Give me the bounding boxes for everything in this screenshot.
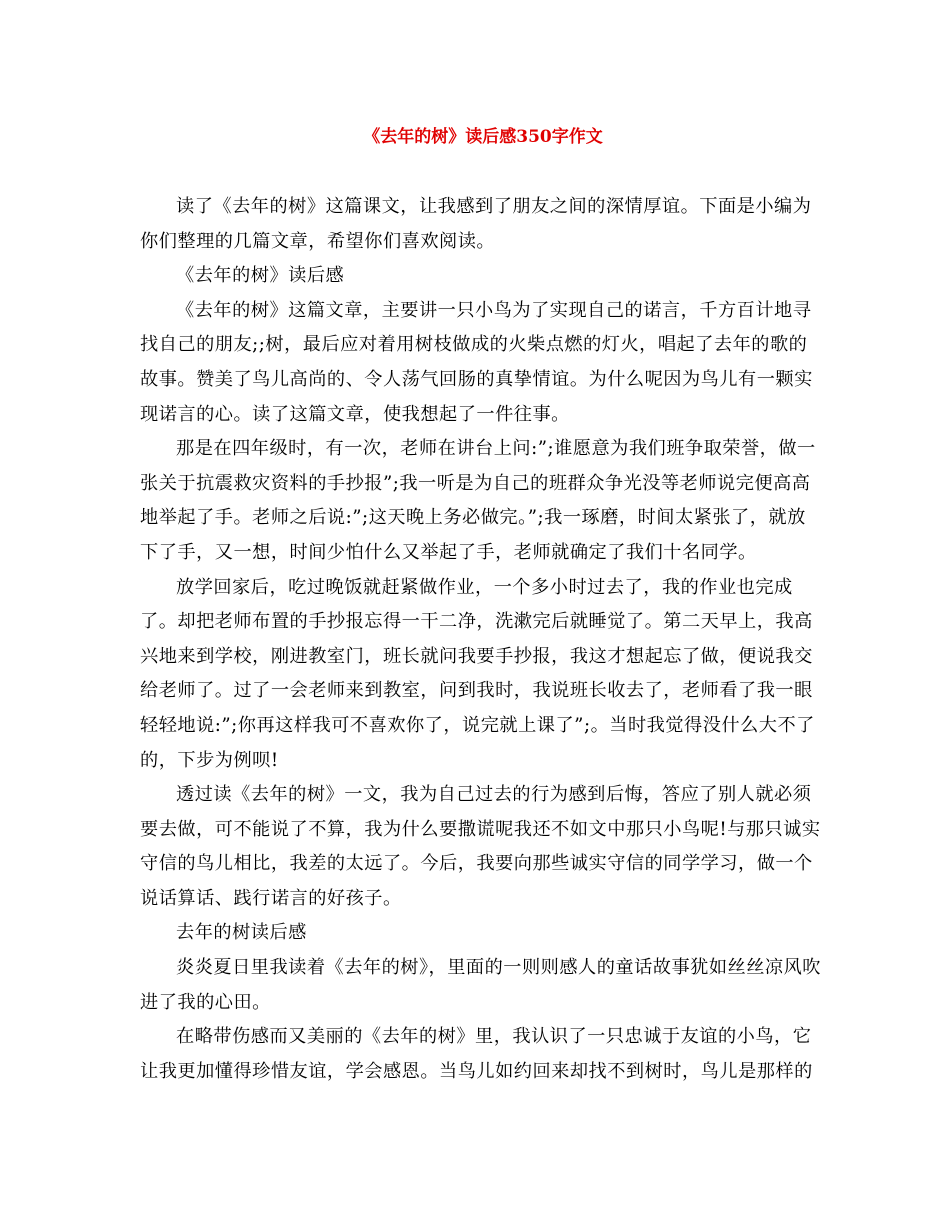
paragraph: 那是在四年级时，有一次，老师在讲台上问:”;谁愿意为我们班争取荣誉，做一张关于抗震救灾资料的手抄报”;我一听是为自己的班群众争光没等老师说完便高高地举起了手。老师之后说:”;这天晚上务必做完。”;我一琢磨，时间太紧张了，就放下了手，又一想，时间少怕什么又举起了手，老师就确定了我们十名同学。 [140,438,816,563]
paragraph-intro: 读了《去年的树》这篇课文，让我感到了朋友之间的深情厚谊。下面是小编为你们整理的几篇文章，希望你们喜欢阅读。 [140,196,812,252]
paragraph: 在略带伤感而又美丽的《去年的树》里，我认识了一只忠诚于友谊的小鸟，它让我更加懂得珍惜友谊，学会感恩。当鸟儿如约回来却找不到树时，鸟儿是那样的 [140,1026,813,1082]
section-heading: 去年的树读后感 [176,922,307,944]
paragraph: 炎炎夏日里我读着《去年的树》，里面的一则则感人的童话故事犹如丝丝凉风吹进了我的心田。 [140,957,821,1013]
section-heading: 《去年的树》读后感 [176,265,345,287]
paragraph: 透过读《去年的树》一文，我为自己过去的行为感到后悔，答应了别人就必须要去做，可不能说了不算，我为什么要撒谎呢我还不如文中那只小鸟呢!与那只诚实守信的鸟儿相比，我差的太远了。今后，我要向那些诚实守信的同学学习，做一个说话算话、践行诺言的好孩子。 [140,784,821,909]
document-body [140,190,822,1089]
paragraph: 放学回家后，吃过晚饭就赶紧做作业，一个多小时过去了，我的作业也完成了。却把老师布置的手抄报忘得一干二净，洗漱完后就睡觉了。第二天早上，我高兴地来到学校，刚进教室门，班长就问我要手抄报，我这才想起忘了做，便说我交给老师了。过了一会老师来到教室，问到我时，我说班长收去了，老师看了我一眼轻轻地说:”;你再这样我可不喜欢你了，说完就上课了”;。当时我觉得没什么大不了的，下步为例呗! [140,576,815,771]
document-title: 《去年的树》读后感350字作文 [363,127,603,147]
paragraph: 《去年的树》这篇文章，主要讲一只小鸟为了实现自己的诺言，千方百计地寻找自己的朋友;;树，最后应对着用树枝做成的火柴点燃的灯火，唱起了去年的歌的故事。赞美了鸟儿高尚的、令人荡气回肠的真挚情谊。为什么呢因为鸟儿有一颗实现诺言的心。读了这篇文章，使我想起了一件往事。 [140,299,813,425]
